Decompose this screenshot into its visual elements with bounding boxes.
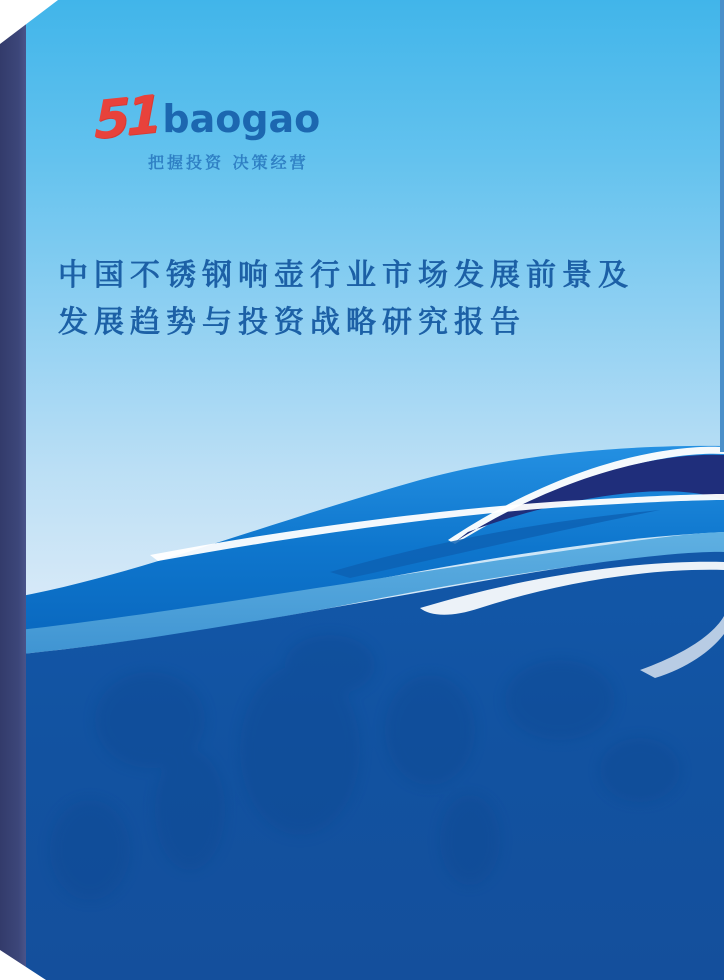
right-edge-stripe (720, 0, 724, 452)
logo-mark-51: 51 (94, 84, 159, 152)
left-edge-stripe (0, 0, 26, 980)
logo-tagline: 把握投资 决策经营 (148, 153, 309, 172)
wave-decoration (0, 420, 724, 980)
logo (94, 84, 321, 173)
report-title (58, 252, 698, 346)
report-title-line2: 发展趋势与投资战略研究报告 (58, 305, 526, 340)
logo-name-baogao: baogao (162, 97, 321, 141)
report-title-line1: 中国不锈钢响壶行业市场发展前景及 (58, 258, 634, 293)
